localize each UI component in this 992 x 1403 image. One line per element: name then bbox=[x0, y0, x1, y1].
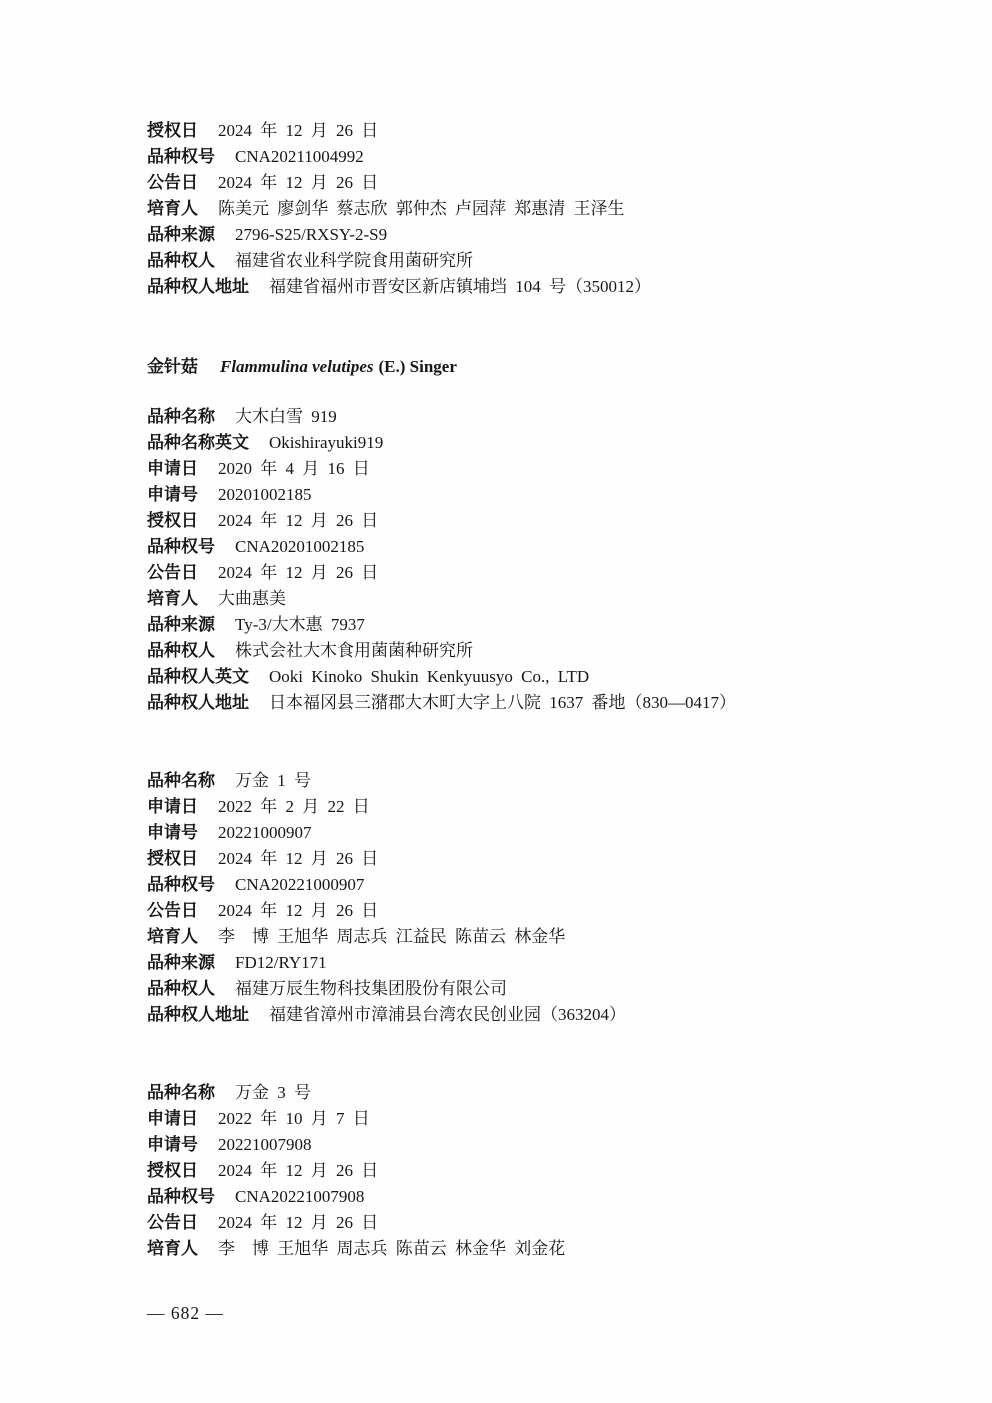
field-label: 品种权号 bbox=[147, 537, 215, 556]
species-name-latin: Flammulina velutipes bbox=[220, 357, 374, 376]
variety-record bbox=[147, 404, 952, 716]
field-value: FD12/RY171 bbox=[235, 953, 327, 972]
variety-record bbox=[147, 118, 952, 300]
field-value: 福建省农业科学院食用菌研究所 bbox=[235, 251, 473, 270]
field-label: 品种权号 bbox=[147, 147, 215, 166]
field-value: CNA20221007908 bbox=[235, 1187, 365, 1206]
field-label: 品种名称英文 bbox=[147, 433, 249, 452]
field-value: CNA20201002185 bbox=[235, 537, 365, 556]
record-field-line bbox=[147, 1132, 952, 1158]
field-label: 申请号 bbox=[147, 485, 198, 504]
record-field-line bbox=[147, 820, 952, 846]
field-value: 陈美元 廖剑华 蔡志欣 郭仲杰 卢园萍 郑惠清 王泽生 bbox=[218, 199, 625, 218]
field-label: 培育人 bbox=[147, 927, 198, 946]
field-label: 品种名称 bbox=[147, 1083, 215, 1102]
field-label: 培育人 bbox=[147, 1239, 198, 1258]
field-value: 2024 年 12 月 26 日 bbox=[218, 901, 379, 920]
field-label: 授权日 bbox=[147, 511, 198, 530]
field-value: 福建省福州市晋安区新店镇埔垱 104 号（350012） bbox=[269, 277, 651, 296]
record-field-line bbox=[147, 274, 952, 300]
field-value: 福建万辰生物科技集团股份有限公司 bbox=[235, 979, 507, 998]
field-label: 品种名称 bbox=[147, 407, 215, 426]
field-value: 2796-S25/RXSY-2-S9 bbox=[235, 225, 388, 244]
field-value: 20201002185 bbox=[218, 485, 312, 504]
record-field-line bbox=[147, 404, 952, 430]
field-value: 2024 年 12 月 26 日 bbox=[218, 511, 379, 530]
field-value: 2024 年 12 月 26 日 bbox=[218, 1213, 379, 1232]
field-value: 2022 年 2 月 22 日 bbox=[218, 797, 370, 816]
field-label: 品种权人地址 bbox=[147, 1005, 249, 1024]
record-field-line bbox=[147, 482, 952, 508]
field-label: 品种权号 bbox=[147, 1187, 215, 1206]
field-value: 日本福冈县三潴郡大木町大字上八院 1637 番地（830—0417） bbox=[269, 693, 736, 712]
field-label: 申请号 bbox=[147, 823, 198, 842]
field-value: 李 博 王旭华 周志兵 陈苗云 林金华 刘金花 bbox=[218, 1239, 566, 1258]
record-field-line bbox=[147, 1106, 952, 1132]
record-field-line bbox=[147, 950, 952, 976]
record-field-line bbox=[147, 846, 952, 872]
field-value: 2020 年 4 月 16 日 bbox=[218, 459, 370, 478]
field-value: Ty-3/大木惠 7937 bbox=[235, 615, 365, 634]
field-value: 福建省漳州市漳浦县台湾农民创业园（363204） bbox=[269, 1005, 626, 1024]
variety-record bbox=[147, 768, 952, 1028]
field-value: 20221007908 bbox=[218, 1135, 312, 1154]
field-value: 2024 年 12 月 26 日 bbox=[218, 1161, 379, 1180]
field-label: 品种权人地址 bbox=[147, 277, 249, 296]
record-field-line bbox=[147, 1210, 952, 1236]
field-value: 2024 年 12 月 26 日 bbox=[218, 121, 379, 140]
field-label: 品种权人 bbox=[147, 641, 215, 660]
record-field-line bbox=[147, 768, 952, 794]
field-value: 大木白雪 919 bbox=[235, 407, 337, 426]
field-value: 大曲惠美 bbox=[218, 589, 286, 608]
species-heading-line bbox=[147, 354, 952, 380]
field-label: 申请日 bbox=[147, 459, 198, 478]
record-field-line bbox=[147, 430, 952, 456]
document-content bbox=[147, 118, 952, 1326]
record-field-line bbox=[147, 456, 952, 482]
field-label: 申请日 bbox=[147, 1109, 198, 1128]
field-label: 公告日 bbox=[147, 173, 198, 192]
field-label: 授权日 bbox=[147, 121, 198, 140]
record-field-line bbox=[147, 664, 952, 690]
field-label: 授权日 bbox=[147, 1161, 198, 1180]
field-value: 李 博 王旭华 周志兵 江益民 陈苗云 林金华 bbox=[218, 927, 566, 946]
variety-record bbox=[147, 1080, 952, 1262]
field-label: 授权日 bbox=[147, 849, 198, 868]
record-field-line bbox=[147, 144, 952, 170]
field-label: 品种权人英文 bbox=[147, 667, 249, 686]
record-field-line bbox=[147, 638, 952, 664]
field-value: 万金 1 号 bbox=[235, 771, 311, 790]
record-field-line bbox=[147, 872, 952, 898]
species-heading bbox=[147, 354, 952, 380]
field-label: 培育人 bbox=[147, 589, 198, 608]
species-authority: (E.) Singer bbox=[378, 357, 457, 376]
field-value: 2024 年 12 月 26 日 bbox=[218, 563, 379, 582]
field-value: 2024 年 12 月 26 日 bbox=[218, 173, 379, 192]
record-field-line bbox=[147, 898, 952, 924]
field-label: 公告日 bbox=[147, 1213, 198, 1232]
record-field-line bbox=[147, 1184, 952, 1210]
record-field-line bbox=[147, 794, 952, 820]
record-field-line bbox=[147, 690, 952, 716]
record-field-line bbox=[147, 560, 952, 586]
field-label: 品种名称 bbox=[147, 771, 215, 790]
field-label: 品种来源 bbox=[147, 615, 215, 634]
record-field-line bbox=[147, 534, 952, 560]
field-label: 品种来源 bbox=[147, 225, 215, 244]
record-field-line bbox=[147, 1158, 952, 1184]
record-field-line bbox=[147, 924, 952, 950]
record-field-line bbox=[147, 248, 952, 274]
record-field-line bbox=[147, 586, 952, 612]
field-value: 2022 年 10 月 7 日 bbox=[218, 1109, 370, 1128]
record-field-line bbox=[147, 1236, 952, 1262]
record-field-line bbox=[147, 170, 952, 196]
record-field-line bbox=[147, 196, 952, 222]
field-label: 品种权号 bbox=[147, 875, 215, 894]
field-label: 申请日 bbox=[147, 797, 198, 816]
record-field-line bbox=[147, 222, 952, 248]
record-field-line bbox=[147, 508, 952, 534]
field-label: 公告日 bbox=[147, 901, 198, 920]
record-field-line bbox=[147, 118, 952, 144]
record-field-line bbox=[147, 1002, 952, 1028]
record-field-line bbox=[147, 976, 952, 1002]
field-value: 万金 3 号 bbox=[235, 1083, 311, 1102]
field-label: 品种权人 bbox=[147, 251, 215, 270]
field-value: CNA20221000907 bbox=[235, 875, 365, 894]
record-field-line bbox=[147, 612, 952, 638]
field-label: 品种权人地址 bbox=[147, 693, 249, 712]
field-value: Ooki Kinoko Shukin Kenkyuusyo Co., LTD bbox=[269, 667, 590, 686]
field-value: 20221000907 bbox=[218, 823, 312, 842]
species-name-cn: 金针菇 bbox=[147, 357, 198, 376]
field-value: CNA20211004992 bbox=[235, 147, 364, 166]
field-label: 品种来源 bbox=[147, 953, 215, 972]
record-field-line bbox=[147, 1080, 952, 1106]
field-label: 申请号 bbox=[147, 1135, 198, 1154]
field-label: 公告日 bbox=[147, 563, 198, 582]
field-label: 培育人 bbox=[147, 199, 198, 218]
field-value: Okishirayuki919 bbox=[269, 433, 384, 452]
field-value: 2024 年 12 月 26 日 bbox=[218, 849, 379, 868]
field-label: 品种权人 bbox=[147, 979, 215, 998]
field-value: 株式会社大木食用菌菌种研究所 bbox=[235, 641, 473, 660]
page-number-footer: — 682 — bbox=[147, 1303, 224, 1323]
